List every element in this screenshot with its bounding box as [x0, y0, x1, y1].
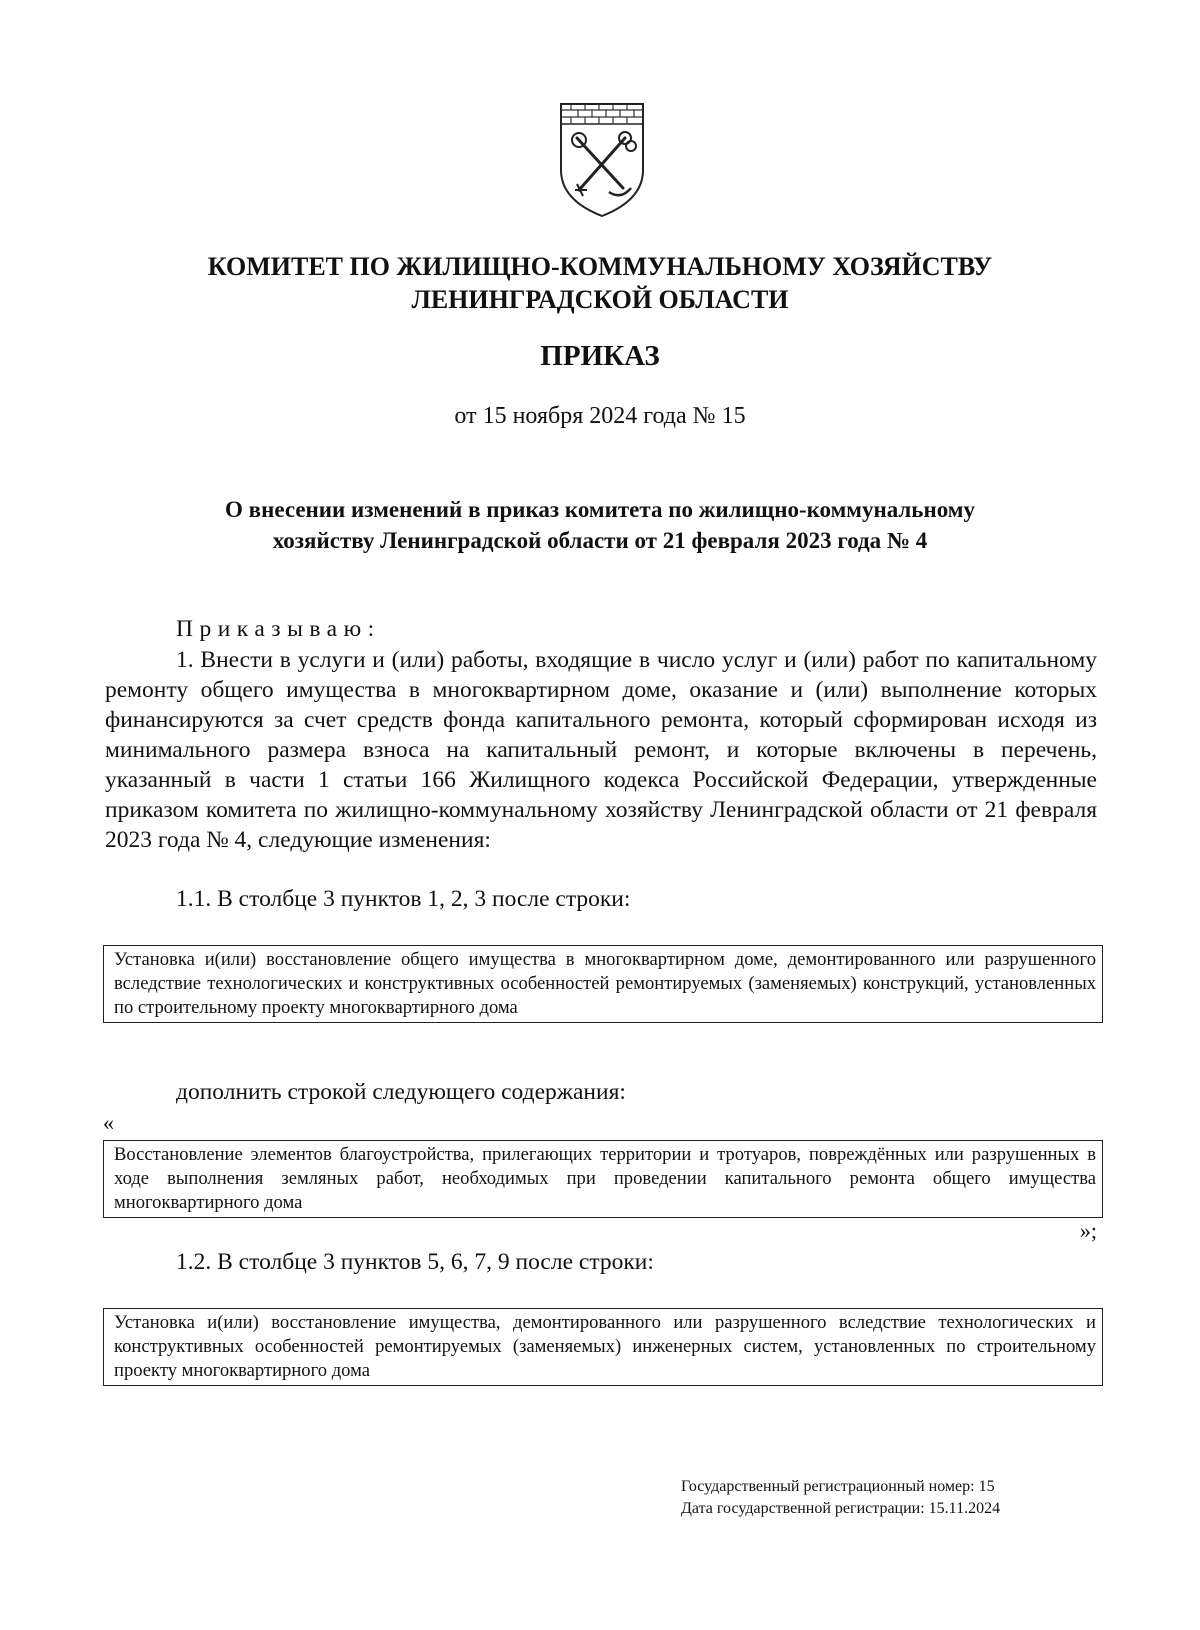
quote-open-mark: « [103, 1110, 114, 1135]
table-row-new: Восстановление элементов благоустройства, прилегающих территории и тротуаров, повреждённых или разрушенных в ходе выполнения земляных работ, необходимых при проведении капитального ремонта общего имущества многоквартирного дома [103, 1140, 1103, 1218]
item-1-1-text: 1.1. В столбце 3 пунктов 1, 2, 3 после строки: [176, 886, 631, 912]
order-word: Приказываю: [176, 616, 381, 642]
registration-info [681, 1476, 1000, 1520]
subject-line-2: хозяйству Ленинградской области от 21 февраля 2023 года № 4 [272, 528, 928, 553]
table-row-original-2: Установка и(или) восстановление имущества, демонтированного или разрушенного вследствие технологических и конструктивных особенностей ремонтируемых (заменяемых) инженерных систем, установленных по строительному проекту многоквартирного дома [103, 1308, 1103, 1386]
subject-line-1: О внесении изменений в приказ комитета по жилищно-коммунальному [225, 497, 975, 522]
committee-line-1: КОМИТЕТ ПО ЖИЛИЩНО-КОММУНАЛЬНОМУ ХОЗЯЙСТВУ [207, 252, 993, 281]
committee-line-2: ЛЕНИНГРАДСКОЙ ОБЛАСТИ [411, 285, 789, 314]
registration-number: Государственный регистрационный номер: 15 [681, 1478, 995, 1495]
order-date-number: от 15 ноября 2024 года № 15 [454, 403, 746, 429]
committee-name [0, 250, 1200, 316]
registration-date: Дата государственной регистрации: 15.11.2024 [681, 1500, 1001, 1517]
document-type: ПРИКАЗ [540, 340, 660, 372]
coat-of-arms-emblem [557, 100, 647, 218]
table-row-original-1: Установка и(или) восстановление общего имущества в многоквартирном доме, демонтированного или разрушенного вследствие технологических и конструктивных особенностей ремонтируемых (заменяемых) конструкций, установленных по строительному проекту многоквартирного дома [103, 945, 1103, 1023]
quote-close-mark: »; [1079, 1218, 1097, 1243]
order-subject [0, 494, 1200, 556]
item-1-2-text: 1.2. В столбце 3 пунктов 5, 6, 7, 9 после строки: [176, 1249, 654, 1275]
item-1-text: 1. Внести в услуги и (или) работы, входящие в число услуг и (или) работ по капитальному ремонту общего имущества в многоквартирном доме, оказание и (или) выполнение которых финансируются за счет средств фонда капитального ремонта, который сформирован исходя из минимального размера взноса на капитальный ремонт, и которые включены в перечень, указанный в части 1 статьи 166 Жилищного кодекса Российской Федерации, утвержденные приказом комитета по жилищно-коммунальному хозяйству Ленинградской области от 21 февраля 2023 года № 4, следующие изменения: [105, 647, 1097, 853]
supplement-text: дополнить строкой следующего содержания: [176, 1079, 626, 1105]
